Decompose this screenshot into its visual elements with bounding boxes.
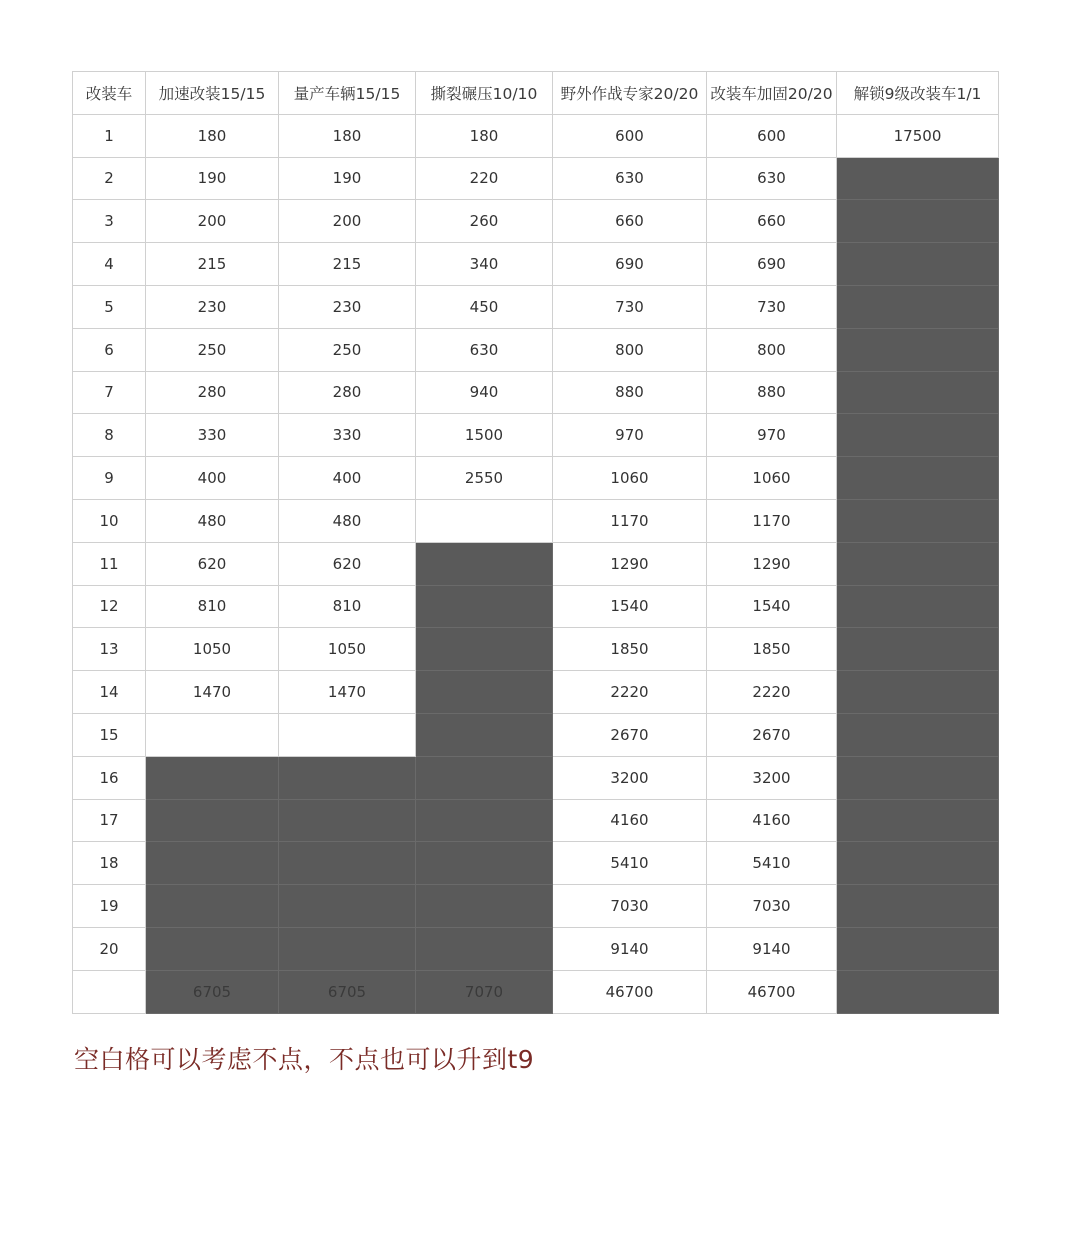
total-cell: 7070 xyxy=(416,970,553,1013)
table-row xyxy=(73,756,999,799)
level-cell: 20 xyxy=(73,927,146,970)
cost-cell: 180 xyxy=(416,114,553,157)
cost-cell: 220 xyxy=(416,157,553,200)
table-row xyxy=(73,499,999,542)
blank-cell xyxy=(279,713,416,756)
cost-cell: 215 xyxy=(146,243,279,286)
cost-cell: 810 xyxy=(279,585,416,628)
cost-cell: 480 xyxy=(146,499,279,542)
total-cell xyxy=(837,970,999,1013)
level-cell: 6 xyxy=(73,328,146,371)
cost-cell: 7030 xyxy=(707,885,837,928)
table-row xyxy=(73,414,999,457)
cost-cell: 2670 xyxy=(707,713,837,756)
cost-cell: 1170 xyxy=(553,499,707,542)
shaded-cell xyxy=(416,671,553,714)
cost-cell: 970 xyxy=(553,414,707,457)
shaded-cell xyxy=(146,927,279,970)
cost-cell: 3200 xyxy=(553,756,707,799)
shaded-cell xyxy=(416,713,553,756)
shaded-cell xyxy=(146,799,279,842)
cost-cell: 9140 xyxy=(707,927,837,970)
cost-cell: 600 xyxy=(707,114,837,157)
cost-cell: 260 xyxy=(416,200,553,243)
table-row xyxy=(73,671,999,714)
cost-cell: 480 xyxy=(279,499,416,542)
shaded-cell xyxy=(416,927,553,970)
shaded-cell xyxy=(416,542,553,585)
table-row xyxy=(73,200,999,243)
cost-cell: 17500 xyxy=(837,114,999,157)
level-cell: 12 xyxy=(73,585,146,628)
level-cell: 5 xyxy=(73,285,146,328)
level-cell: 1 xyxy=(73,114,146,157)
level-cell: 19 xyxy=(73,885,146,928)
shaded-cell xyxy=(279,799,416,842)
cost-cell: 2670 xyxy=(553,713,707,756)
shaded-cell xyxy=(837,628,999,671)
cost-cell: 620 xyxy=(146,542,279,585)
level-cell: 10 xyxy=(73,499,146,542)
total-cell: 6705 xyxy=(279,970,416,1013)
cost-cell: 800 xyxy=(553,328,707,371)
cost-cell: 400 xyxy=(146,457,279,500)
shaded-cell xyxy=(416,756,553,799)
upgrade-cost-table-container xyxy=(72,71,998,1014)
cost-cell: 1290 xyxy=(707,542,837,585)
table-body xyxy=(73,114,999,1013)
cost-cell: 730 xyxy=(707,285,837,328)
shaded-cell xyxy=(837,542,999,585)
shaded-cell xyxy=(837,328,999,371)
shaded-cell xyxy=(146,885,279,928)
shaded-cell xyxy=(279,756,416,799)
cost-cell: 2220 xyxy=(553,671,707,714)
total-cell: 6705 xyxy=(146,970,279,1013)
table-row xyxy=(73,243,999,286)
shaded-cell xyxy=(279,885,416,928)
cost-cell: 5410 xyxy=(553,842,707,885)
table-row xyxy=(73,542,999,585)
shaded-cell xyxy=(837,457,999,500)
cost-cell: 230 xyxy=(146,285,279,328)
cost-cell: 1050 xyxy=(279,628,416,671)
level-cell: 14 xyxy=(73,671,146,714)
cost-cell: 250 xyxy=(279,328,416,371)
shaded-cell xyxy=(416,628,553,671)
level-cell: 2 xyxy=(73,157,146,200)
cost-cell: 1470 xyxy=(146,671,279,714)
cost-cell: 9140 xyxy=(553,927,707,970)
shaded-cell xyxy=(279,842,416,885)
cost-cell: 730 xyxy=(553,285,707,328)
cost-cell: 630 xyxy=(416,328,553,371)
cost-cell: 450 xyxy=(416,285,553,328)
cost-cell: 1170 xyxy=(707,499,837,542)
shaded-cell xyxy=(837,927,999,970)
table-row xyxy=(73,885,999,928)
cost-cell: 230 xyxy=(279,285,416,328)
cost-cell: 250 xyxy=(146,328,279,371)
shaded-cell xyxy=(837,842,999,885)
cost-cell: 660 xyxy=(707,200,837,243)
table-row xyxy=(73,799,999,842)
table-row xyxy=(73,842,999,885)
shaded-cell xyxy=(837,713,999,756)
level-cell: 17 xyxy=(73,799,146,842)
level-cell: 9 xyxy=(73,457,146,500)
totals-row xyxy=(73,970,999,1013)
cost-cell: 630 xyxy=(553,157,707,200)
shaded-cell xyxy=(416,842,553,885)
cost-cell: 7030 xyxy=(553,885,707,928)
level-cell: 3 xyxy=(73,200,146,243)
cost-cell: 690 xyxy=(553,243,707,286)
cost-cell: 190 xyxy=(279,157,416,200)
shaded-cell xyxy=(837,200,999,243)
column-header-3: 撕裂碾压10/10 xyxy=(416,72,553,115)
cost-cell: 2220 xyxy=(707,671,837,714)
header-row xyxy=(73,72,999,115)
table-row xyxy=(73,713,999,756)
shaded-cell xyxy=(837,799,999,842)
table-row xyxy=(73,371,999,414)
cost-cell: 400 xyxy=(279,457,416,500)
cost-cell: 340 xyxy=(416,243,553,286)
cost-cell: 600 xyxy=(553,114,707,157)
cost-cell: 280 xyxy=(146,371,279,414)
cost-cell: 180 xyxy=(279,114,416,157)
table-row xyxy=(73,457,999,500)
shaded-cell xyxy=(837,285,999,328)
column-header-2: 量产车辆15/15 xyxy=(279,72,416,115)
shaded-cell xyxy=(837,585,999,628)
shaded-cell xyxy=(837,371,999,414)
cost-cell: 4160 xyxy=(553,799,707,842)
column-header-0: 改装车 xyxy=(73,72,146,115)
cost-cell: 1050 xyxy=(146,628,279,671)
column-header-5: 改装车加固20/20 xyxy=(707,72,837,115)
cost-cell: 1540 xyxy=(707,585,837,628)
cost-cell: 970 xyxy=(707,414,837,457)
cost-cell: 800 xyxy=(707,328,837,371)
cost-cell: 1060 xyxy=(707,457,837,500)
blank-cell xyxy=(416,499,553,542)
shaded-cell xyxy=(837,499,999,542)
table-row xyxy=(73,285,999,328)
cost-cell: 215 xyxy=(279,243,416,286)
cost-cell: 180 xyxy=(146,114,279,157)
cost-cell: 280 xyxy=(279,371,416,414)
level-cell: 13 xyxy=(73,628,146,671)
cost-cell: 200 xyxy=(279,200,416,243)
cost-cell: 690 xyxy=(707,243,837,286)
level-cell: 18 xyxy=(73,842,146,885)
total-cell: 46700 xyxy=(707,970,837,1013)
total-cell: 46700 xyxy=(553,970,707,1013)
shaded-cell xyxy=(837,671,999,714)
cost-cell: 4160 xyxy=(707,799,837,842)
shaded-cell xyxy=(146,756,279,799)
totals-label-cell xyxy=(73,970,146,1013)
cost-cell: 1850 xyxy=(553,628,707,671)
shaded-cell xyxy=(837,243,999,286)
cost-cell: 3200 xyxy=(707,756,837,799)
shaded-cell xyxy=(146,842,279,885)
cost-cell: 200 xyxy=(146,200,279,243)
column-header-4: 野外作战专家20/20 xyxy=(553,72,707,115)
level-cell: 8 xyxy=(73,414,146,457)
cost-cell: 1850 xyxy=(707,628,837,671)
table-row xyxy=(73,628,999,671)
table-row xyxy=(73,927,999,970)
table-row xyxy=(73,585,999,628)
blank-cell xyxy=(146,713,279,756)
cost-cell: 810 xyxy=(146,585,279,628)
level-cell: 11 xyxy=(73,542,146,585)
cost-cell: 190 xyxy=(146,157,279,200)
level-cell: 7 xyxy=(73,371,146,414)
shaded-cell xyxy=(416,585,553,628)
cost-cell: 880 xyxy=(707,371,837,414)
table-row xyxy=(73,157,999,200)
shaded-cell xyxy=(837,414,999,457)
shaded-cell xyxy=(279,927,416,970)
shaded-cell xyxy=(837,885,999,928)
upgrade-cost-table xyxy=(72,71,999,1014)
cost-cell: 620 xyxy=(279,542,416,585)
footnote: 空白格可以考虑不点，不点也可以升到t9 xyxy=(74,1045,535,1074)
shaded-cell xyxy=(416,799,553,842)
cost-cell: 1060 xyxy=(553,457,707,500)
table-row xyxy=(73,328,999,371)
table-row xyxy=(73,114,999,157)
cost-cell: 5410 xyxy=(707,842,837,885)
shaded-cell xyxy=(837,157,999,200)
cost-cell: 940 xyxy=(416,371,553,414)
cost-cell: 880 xyxy=(553,371,707,414)
column-header-6: 解锁9级改装车1/1 xyxy=(837,72,999,115)
cost-cell: 1290 xyxy=(553,542,707,585)
cost-cell: 630 xyxy=(707,157,837,200)
column-header-1: 加速改装15/15 xyxy=(146,72,279,115)
cost-cell: 660 xyxy=(553,200,707,243)
cost-cell: 1500 xyxy=(416,414,553,457)
level-cell: 15 xyxy=(73,713,146,756)
cost-cell: 330 xyxy=(279,414,416,457)
cost-cell: 1540 xyxy=(553,585,707,628)
cost-cell: 2550 xyxy=(416,457,553,500)
level-cell: 16 xyxy=(73,756,146,799)
cost-cell: 330 xyxy=(146,414,279,457)
shaded-cell xyxy=(837,756,999,799)
cost-cell: 1470 xyxy=(279,671,416,714)
level-cell: 4 xyxy=(73,243,146,286)
shaded-cell xyxy=(416,885,553,928)
